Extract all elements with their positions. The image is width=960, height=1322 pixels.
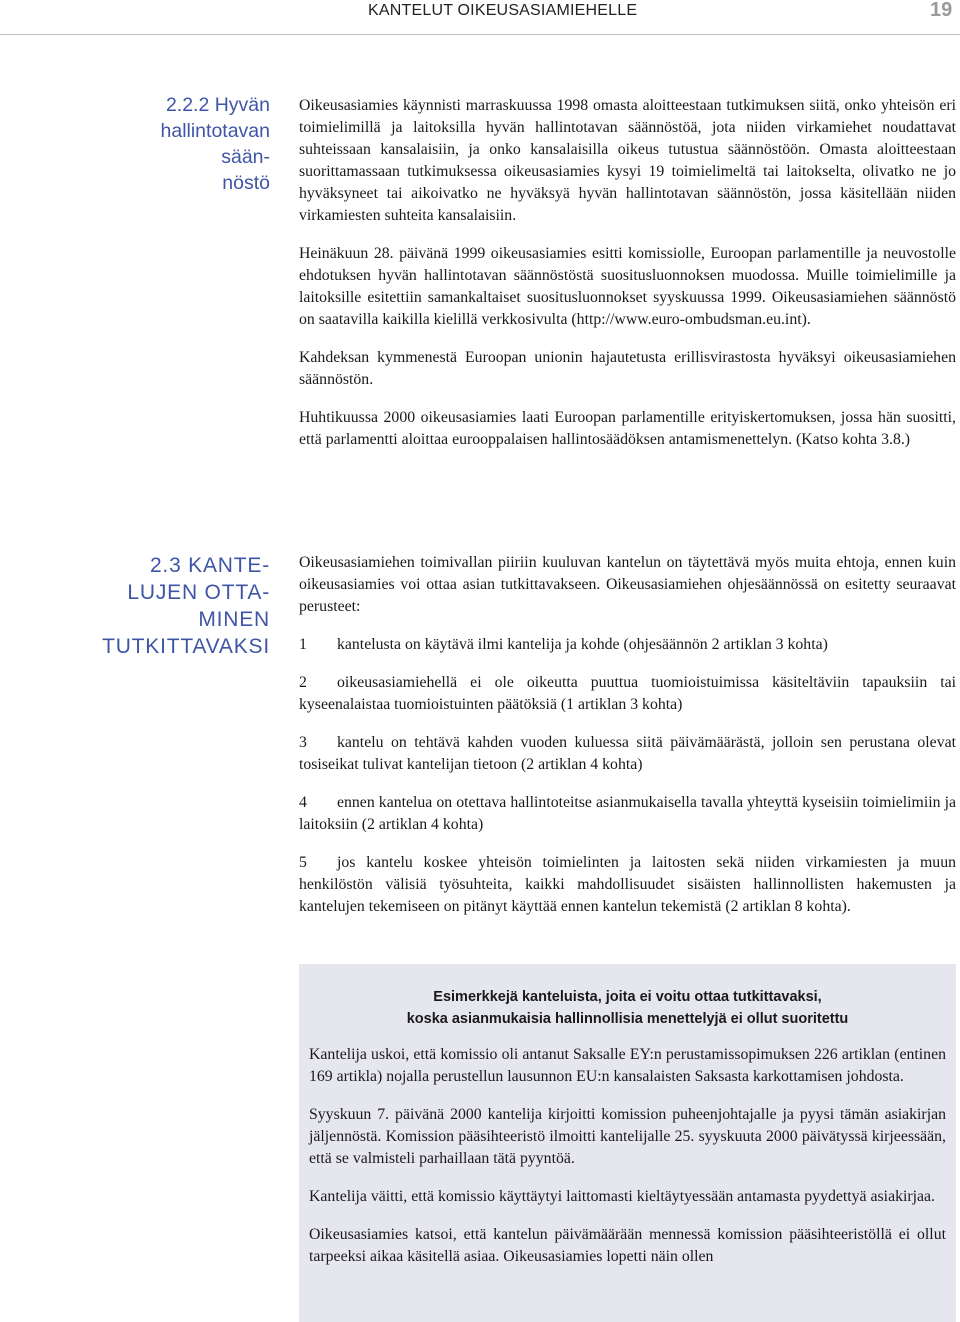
example-paragraph: Kantelija väitti, että komissio käyttäytyi laittomasti kieltäytyessään antamasta pyydettyä asiakirjaa. <box>309 1188 935 1205</box>
section-2-3-body <box>299 552 956 934</box>
running-header-title: KANTELUT OIKEUSASIAMIEHELLE <box>368 2 638 19</box>
body-paragraph: Oikeusasiamies käynnisti marraskuussa 1998 omasta aloitteestaan tutkimuksen siitä, onko yhteisön eri toimielimillä ja laitoksilla hyvän hallintotavan säännöstöä, jota niiden virkamiehet noudattavat suhteissaan kansalaisiin, ja onko kansalaisilla oikeus tutustua säännöstöön. Omasta aloitteestaan suorittamassaan tutkimuksessa oikeusasiamies kysyi 19 toimielimeltä tai laitokselta, olivatko ne jo hyväksyneet tai aikoivatko ne hyväksyä hyvän hallintotavan säännöstön, jossa käsitellään niiden virkamiesten suhteita kansalaisiin. <box>299 97 956 224</box>
section-heading-2-3 <box>70 552 270 660</box>
criterion-item <box>299 672 956 716</box>
running-header <box>0 0 960 35</box>
example-paragraph: Oikeusasiamies katsoi, että kantelun päivämäärään mennessä komission pääsihteeristöllä ei ollut tarpeeksi aikaa käsitellä asiaa. Oikeusasiamies lopetti näin ollen <box>309 1226 946 1265</box>
example-box <box>299 964 956 1322</box>
criterion-text: kantelusta on käytävä ilmi kantelija ja kohde (ohjesäännön 2 artiklan 3 kohta) <box>337 636 828 653</box>
heading-line: TUTKITTAVAKSI <box>102 635 270 658</box>
heading-line: 2.2.2 Hyvän <box>165 94 270 116</box>
example-paragraph: Syyskuun 7. päivänä 2000 kantelija kirjoitti komission puheenjohtajalle ja pyysi tämän asiakirjan jäljennöstä. Komission pääsihteeristö ilmoitti kantelijalle 25. syyskuuta 2000 päivätyssä kirjeessään, että se valmisteli parhaillaan tätä pyyntöä. <box>309 1106 946 1167</box>
criterion-text: ennen kantelua on otettava hallintoteitse asianmukaisella tavalla yhteyttä kyseisiin toimielimiin ja laitoksiin (2 artiklan 4 kohta) <box>299 794 956 833</box>
criterion-number: 2 <box>299 674 307 691</box>
intro-paragraph: Oikeusasiamiehen toimivallan piiriin kuuluvan kantelun on täytettävä myös muita ehtoja, ennen kuin oikeusasiamies voi ottaa asian tutkittavakseen. Oikeusasiamiehen ohjesäännössä on esitetty seuraavat perusteet: <box>299 554 956 615</box>
criterion-item <box>299 732 956 776</box>
heading-line: hallintotavan sään- <box>160 120 270 168</box>
example-box-title <box>309 986 946 1030</box>
body-paragraph: Huhtikuussa 2000 oikeusasiamies laati Euroopan parlamentille erityiskertomuksen, jossa hän suositti, että parlamentti aloittaa eurooppalaisen hallintosäädöksen antamismenettelyn. (Katso kohta 3.8.) <box>299 409 956 448</box>
section-heading-2-2-2 <box>110 92 270 196</box>
criterion-item <box>299 634 956 656</box>
page-number: 19 <box>930 0 953 21</box>
heading-line: nöstö <box>222 172 270 194</box>
example-box-body <box>309 1044 946 1284</box>
heading-line: MINEN <box>198 608 270 631</box>
criterion-number: 3 <box>299 734 307 751</box>
example-box-title-line: koska asianmukaisia hallinnollisia menettelyjä ei ollut suoritettu <box>406 1011 849 1027</box>
example-paragraph: Kantelija uskoi, että komissio oli antanut Saksalle EY:n perustamissopimuksen 226 artiklan (entinen 169 artikla) nojalla perustellun lausunnon EU:n kansalaisten Saksasta karkottamisen johdosta. <box>309 1046 946 1085</box>
criterion-number: 4 <box>299 794 307 811</box>
heading-line: 2.3 KANTE- <box>149 554 270 577</box>
example-box-title-line: Esimerkkejä kanteluista, joita ei voitu ottaa tutkittavaksi, <box>433 989 822 1005</box>
criterion-item <box>299 852 956 918</box>
criterion-text: kantelu on tehtävä kahden vuoden kuluessa siitä päivämäärästä, jolloin sen perustana olevat tosiseikat tulivat kantelijan tietoon (2 artiklan 4 kohta) <box>299 734 956 773</box>
criterion-item <box>299 792 956 836</box>
section-2-2-2-body <box>299 95 956 467</box>
body-paragraph: Kahdeksan kymmenestä Euroopan unionin hajautetusta erillisvirastosta hyväksyi oikeusasiamiehen säännöstön. <box>299 349 956 388</box>
heading-line: LUJEN OTTA- <box>127 581 270 604</box>
criterion-number: 5 <box>299 854 307 871</box>
criterion-text: jos kantelu koskee yhteisön toimielinten ja laitosten sekä niiden virkamiesten ja muun henkilöstön välisiä työsuhteita, kaikki mahdollisuudet sisäisten hallinnollisten hakemusten ja kantelujen tekemiseen on pitänyt käyttää ennen kantelun tekemistä (2 artiklan 8 kohta). <box>299 854 956 915</box>
criterion-text: oikeusasiamiehellä ei ole oikeutta puuttua tuomioistuimissa käsiteltäviin tapauksiin tai kyseenalaistaa tuomioistuinten päätöksiä (1 artiklan 3 kohta) <box>299 674 956 713</box>
body-paragraph: Heinäkuun 28. päivänä 1999 oikeusasiamies esitti komissiolle, Euroopan parlamentille ja neuvostolle ehdotuksen hyvän hallintotavan säännöstöstä suositusluonnoksen muodossa. Muille toimielimille ja laitoksille esitettiin samankaltaiset suositusluonnokset syyskuussa 1999. Oikeusasiamiehen säännöstö on saatavilla kaikilla kielillä verkkosivulta (http://www.euro-ombudsman.eu.int). <box>299 245 956 328</box>
criterion-number: 1 <box>299 636 307 653</box>
